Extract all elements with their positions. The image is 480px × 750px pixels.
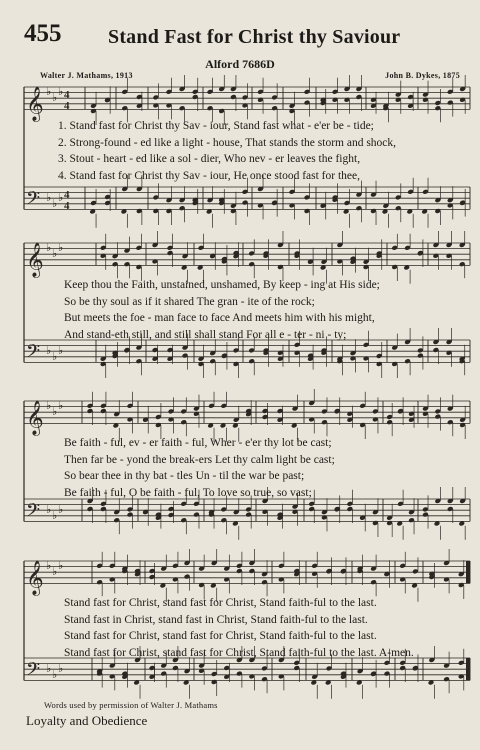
bass-clef: 𝄢 xyxy=(26,659,41,685)
final-bar xyxy=(466,561,470,583)
treble-clef: 𝄞 xyxy=(26,242,44,278)
lyric-line: But meets the foe - man face to face And meets him with his might, xyxy=(64,312,375,325)
lyric-line: Keep thou the Faith, unstained, unshamed, By keep - ing at His side; xyxy=(64,279,380,291)
flat-sign: ♭ xyxy=(52,510,58,522)
flat-sign: ♭ xyxy=(52,406,58,418)
flat-sign: ♭ xyxy=(58,504,64,516)
treble-clef: 𝄞 xyxy=(26,560,44,596)
treble-clef: 𝄞 xyxy=(26,400,44,436)
flat-sign: ♭ xyxy=(58,86,64,98)
flat-sign: ♭ xyxy=(58,663,64,675)
final-bar xyxy=(466,658,470,680)
lyric-line: 3. Stout - heart - ed like a sol - dier, Who nev - er leaves the fight, xyxy=(58,153,361,166)
time-signature: 4 xyxy=(64,89,70,101)
flat-sign: ♭ xyxy=(46,400,52,412)
lyric-line: Stand fast for Christ, stand fast for Christ, Stand faith-ful to the last. xyxy=(64,597,377,609)
lyric-line: Stand fast in Christ, stand fast in Christ, Stand faith-ful to the last. xyxy=(64,613,368,626)
time-signature: 4 xyxy=(64,189,70,201)
lyric-line: So bear thee in thy bat - tles Un - til the war be past; xyxy=(64,470,305,483)
hymn-title: Stand Fast for Christ thy Saviour xyxy=(108,26,401,48)
flat-sign: ♭ xyxy=(52,351,58,363)
time-signature: 4 xyxy=(64,200,70,212)
flat-sign: ♭ xyxy=(58,345,64,357)
flat-sign: ♭ xyxy=(58,192,64,204)
tune-name: Alford 7686D xyxy=(205,57,275,71)
flat-sign: ♭ xyxy=(46,192,52,204)
permission-note: Words used by permission of Walter J. Mathams xyxy=(44,700,218,710)
hymn-number: 455 xyxy=(24,20,62,47)
bass-clef: 𝄢 xyxy=(26,188,41,214)
lyric-line: Be faith - ful, O be faith - ful, To love so true, so vast; xyxy=(64,486,312,499)
flat-sign: ♭ xyxy=(58,242,64,254)
lyric-line: And stand-eth still, and still shall stand For all e - ter - ni - ty; xyxy=(64,328,347,341)
flat-sign: ♭ xyxy=(52,248,58,260)
flat-sign: ♭ xyxy=(46,663,52,675)
flat-sign: ♭ xyxy=(46,560,52,572)
bass-clef: 𝄢 xyxy=(26,341,41,367)
flat-sign: ♭ xyxy=(52,669,58,681)
lyric-line: Be faith - ful, ev - er faith - ful, Wher - e'er thy lot be cast; xyxy=(64,437,332,449)
lyric-line: Then far be - yond the break-ers Let thy calm light be cast; xyxy=(64,453,335,466)
treble-clef: 𝄞 xyxy=(26,86,44,122)
hymn-category: Loyalty and Obedience xyxy=(26,713,148,728)
lyric-line: 4. Stand fast for Christ thy Sav - iour, He once stood fast for thee, xyxy=(58,169,360,182)
bass-clef: 𝄢 xyxy=(26,500,41,526)
flat-sign: ♭ xyxy=(52,198,58,210)
flat-sign: ♭ xyxy=(52,566,58,578)
flat-sign: ♭ xyxy=(46,345,52,357)
time-signature: 4 xyxy=(64,100,70,112)
lyric-line: Stand fast for Christ, stand fast for Christ, Stand faith-ful to the last. A-men. xyxy=(64,646,414,659)
lyric-line: 2. Strong-found - ed like a light - house, That stands the storm and shock, xyxy=(58,136,397,149)
lyric-line: So be thy soul as if it shared The gran - ite of the rock; xyxy=(64,295,315,308)
flat-sign: ♭ xyxy=(58,560,64,572)
words-credit: Walter J. Mathams, 1913 xyxy=(40,71,133,80)
flat-sign: ♭ xyxy=(46,242,52,254)
lyric-line: 1. Stand fast for Christ thy Sav - iour, Stand fast what - e'er be - tide; xyxy=(58,120,374,132)
flat-sign: ♭ xyxy=(58,400,64,412)
lyric-line: Stand fast for Christ, stand fast for Christ, Stand faith-ful to the last. xyxy=(64,630,377,643)
flat-sign: ♭ xyxy=(46,504,52,516)
flat-sign: ♭ xyxy=(46,86,52,98)
music-credit: John B. Dykes, 1875 xyxy=(385,71,460,80)
flat-sign: ♭ xyxy=(52,92,58,104)
